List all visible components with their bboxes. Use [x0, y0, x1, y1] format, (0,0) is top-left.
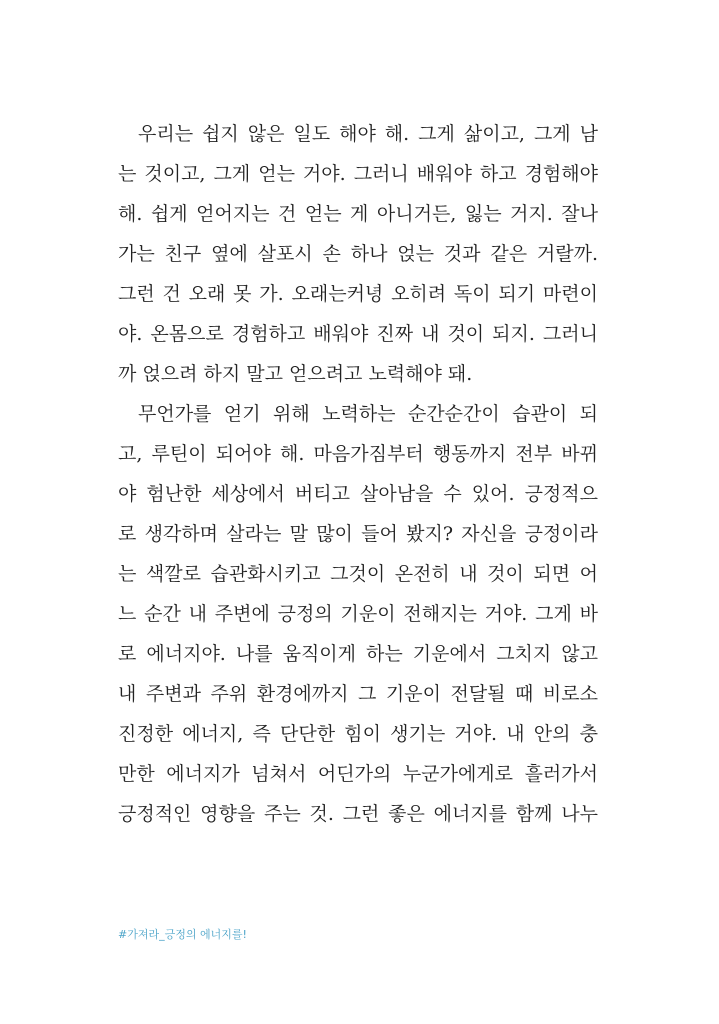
text-line: 야 험난한 세상에서 버티고 살아남을 수 있어. 긍정적으 — [118, 483, 598, 505]
footer-hashtag: #가져라_긍정의 에너지를! — [118, 928, 247, 941]
text-line: 그런 건 오래 못 가. 오래는커녕 오히려 독이 되기 마련이 — [118, 283, 598, 305]
text-line: 야. 온몸으로 경험하고 배워야 진짜 내 것이 되지. 그러니 — [118, 323, 598, 345]
text-line: 는 색깔로 습관화시키고 그것이 온전히 내 것이 되면 어 — [118, 563, 598, 585]
text-line: 내 주변과 주위 환경에까지 그 기운이 전달될 때 비로소 — [118, 683, 598, 705]
text-line: 는 것이고, 그게 얻는 거야. 그러니 배워야 하고 경험해야 — [118, 163, 598, 185]
paragraph-1 — [118, 114, 598, 394]
text-line: 만한 에너지가 넘쳐서 어딘가의 누군가에게로 흘러가서 — [118, 763, 598, 785]
text-line: 우리는 쉽지 않은 일도 해야 해. 그게 삶이고, 그게 남 — [138, 123, 598, 145]
paragraph-2 — [118, 394, 598, 834]
text-line: 고, 루틴이 되어야 해. 마음가짐부터 행동까지 전부 바뀌 — [118, 443, 598, 465]
text-line: 진정한 에너지, 즉 단단한 힘이 생기는 거야. 내 안의 충 — [118, 723, 598, 745]
body-text — [118, 114, 598, 834]
text-line: 해. 쉽게 얻어지는 건 얻는 게 아니거든, 잃는 거지. 잘나 — [118, 203, 598, 225]
text-line: 까 얹으려 하지 말고 얻으려고 노력해야 돼. — [118, 363, 473, 385]
text-line: 가는 친구 옆에 살포시 손 하나 얹는 것과 같은 거랄까. — [118, 243, 598, 265]
text-line: 무언가를 얻기 위해 노력하는 순간순간이 습관이 되 — [138, 403, 598, 425]
text-line: 로 에너지야. 나를 움직이게 하는 기운에서 그치지 않고 — [118, 643, 598, 665]
text-line: 긍정적인 영향을 주는 것. 그런 좋은 에너지를 함께 나누 — [118, 803, 598, 825]
text-line: 느 순간 내 주변에 긍정의 기운이 전해지는 거야. 그게 바 — [118, 603, 598, 625]
text-line: 로 생각하며 살라는 말 많이 들어 봤지? 자신을 긍정이라 — [118, 523, 598, 545]
